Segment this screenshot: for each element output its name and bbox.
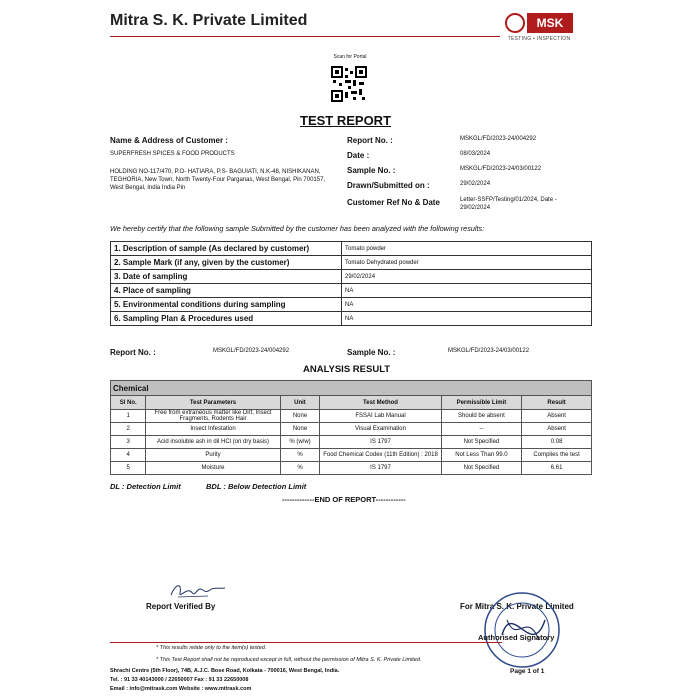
qr-code-icon[interactable] [331, 66, 367, 102]
report-title: TEST REPORT [300, 113, 392, 128]
results-cell: 1 [111, 410, 146, 423]
sample-info-key: 6. Sampling Plan & Procedures used [111, 312, 342, 326]
authorised-signatory: Authorised Signatory [478, 633, 555, 642]
results-cell: None [280, 423, 320, 436]
sample-info-value: NA [342, 312, 592, 326]
sample-info-row [111, 298, 592, 312]
results-section-label: Chemical [111, 381, 592, 396]
results-header-cell: Sl No. [111, 396, 146, 410]
footer-phones: Tel. : 91 33 40143000 / 22650007 Fax : 91 33 22650008 [110, 677, 249, 683]
note-1: * This results relate only to the item(s) tested. [156, 645, 267, 651]
results-header-cell: Test Parameters [146, 396, 280, 410]
sample-info-key: 4. Place of sampling [111, 284, 342, 298]
results-cell: None [280, 410, 320, 423]
results-cell: 0.08 [522, 436, 592, 449]
logo-text: MSK [527, 13, 573, 33]
results-cell: 4 [111, 449, 146, 462]
for-company: For Mitra S. K. Private Limited [460, 602, 574, 611]
results-header-cell: Unit [280, 396, 320, 410]
table-row [111, 436, 592, 449]
results-cell: FSSAI Lab Manual [320, 410, 441, 423]
results-cell: Absent [522, 410, 592, 423]
sample-info-value: Tomato Dehydrated powder [342, 256, 592, 270]
results-cell: % [280, 462, 320, 475]
date-value: 08/03/2024 [460, 151, 491, 157]
ref-report-value: MSKGL/FD/2023-24/004292 [213, 348, 290, 354]
msk-logo [503, 12, 575, 46]
report-no-value: MSKGL/FD/2023-24/004292 [460, 136, 537, 142]
customer-heading: Name & Address of Customer : [110, 136, 228, 145]
ref-sample-label: Sample No. : [347, 348, 396, 357]
results-cell: % (w/w) [280, 436, 320, 449]
results-header-row [111, 396, 592, 410]
results-cell: Acid insoluble ash in dil HCl (on dry basis) [146, 436, 280, 449]
table-row [111, 423, 592, 436]
results-cell: Not Less Than 99.0 [441, 449, 522, 462]
sample-info-key: 2. Sample Mark (if any, given by the customer) [111, 256, 342, 270]
verifier-signature-icon [168, 581, 228, 601]
results-header-cell: Result [522, 396, 592, 410]
sample-info-key: 5. Environmental conditions during sampling [111, 298, 342, 312]
results-cell: 3 [111, 436, 146, 449]
company-name: Mitra S. K. Private Limited [110, 12, 308, 29]
sample-info-key: 1. Description of sample (As declared by customer) [111, 242, 342, 256]
qr-caption: Scan for Portal [333, 54, 367, 60]
sample-info-row [111, 312, 592, 326]
results-header-cell: Test Method [320, 396, 441, 410]
drawn-value: 29/02/2024 [460, 181, 491, 187]
table-row [111, 410, 592, 423]
sample-info-row [111, 284, 592, 298]
sample-info-row [111, 242, 592, 256]
results-cell: -- [441, 423, 522, 436]
results-cell: Should be absent [441, 410, 522, 423]
legend-bdl: BDL : Below Detection Limit [206, 482, 307, 491]
sample-no-value: MSKGL/FD/2023-24/03/00122 [460, 166, 542, 172]
drawn-label: Drawn/Submitted on : [347, 181, 430, 190]
results-cell: Free from extraneous matter like Dirt, Insect Fragments, Rodents Hair [146, 410, 280, 423]
results-cell: Absent [522, 423, 592, 436]
table-row [111, 462, 592, 475]
results-cell: IS 1797 [320, 462, 441, 475]
sample-info-value: NA [342, 298, 592, 312]
footer-address: Shrachi Centre (5th Floor), 74B, A.J.C. Bose Road, Kolkata - 700016, West Bengal, India. [110, 668, 340, 674]
analysis-title: ANALYSIS RESULT [303, 364, 391, 375]
report-no-label: Report No. : [347, 136, 393, 145]
results-cell: 5 [111, 462, 146, 475]
page-number: Page 1 of 1 [510, 668, 545, 675]
results-cell: Food Chemical Codex (11th Edition) : 2018 [320, 449, 441, 462]
sample-info-row [111, 256, 592, 270]
results-cell: Purity [146, 449, 280, 462]
results-section-row [111, 381, 592, 396]
header-rule [110, 36, 500, 37]
sample-info-row [111, 270, 592, 284]
date-label: Date : [347, 151, 370, 160]
results-header-cell: Permissible Limit [441, 396, 522, 410]
logo-tagline: TESTING • INSPECTION [507, 36, 571, 42]
results-cell: Complies the test [522, 449, 592, 462]
table-row [111, 449, 592, 462]
results-cell: 6.61 [522, 462, 592, 475]
ref-sample-value: MSKGL/FD/2023-24/03/00122 [448, 348, 530, 354]
end-of-report: -------------END OF REPORT------------ [282, 495, 406, 504]
customer-name: SUPERFRESH SPICES & FOOD PRODUCTS [110, 151, 235, 157]
results-cell: IS 1797 [320, 436, 441, 449]
company-stamp-icon [477, 590, 567, 670]
results-cell: Visual Examination [320, 423, 441, 436]
sample-info-value: NA [342, 284, 592, 298]
sample-info-key: 3. Date of sampling [111, 270, 342, 284]
logo-emblem-icon [505, 13, 525, 33]
ref-report-label: Report No. : [110, 348, 156, 357]
sample-info-table [110, 241, 592, 326]
results-cell: Not Specified [441, 436, 522, 449]
note-2: * This Test Report shall not be reproduced except in full, without the permission of Mitra S. K. Private Limited. [156, 657, 422, 663]
sample-no-label: Sample No. : [347, 166, 396, 175]
certify-text: We hereby certify that the following sample Submitted by the customer has been analyzed with the following results: [110, 224, 485, 233]
legend-dl: DL : Detection Limit [110, 482, 181, 491]
results-cell: Moisture [146, 462, 280, 475]
results-cell: Not Specified [441, 462, 522, 475]
report-verified-by: Report Verified By [146, 602, 216, 611]
results-cell: % [280, 449, 320, 462]
results-cell: Insect Infestation [146, 423, 280, 436]
customer-address: HOLDING NO-117/470, P.O- HATIARA, P.S- BAGUIATI, N.K-48, NISHIKANAN, TEGHORIA, New Town, North Twenty-Four Parganas, West Bengal, Pin 700157, West Bengal, India India Pin [110, 169, 326, 191]
results-cell: 2 [111, 423, 146, 436]
sample-info-value: Tomato powder [342, 242, 592, 256]
sample-info-value: 29/02/2024 [342, 270, 592, 284]
results-table [110, 380, 592, 475]
customer-ref-label: Customer Ref No & Date [347, 198, 440, 207]
footer-rule [110, 642, 502, 643]
footer-web: Email : info@mitrask.com Website : www.mitrask.com [110, 686, 252, 692]
customer-ref-value: Letter-SSFP/Testing/01/2024, Date - 29/02/2024 [460, 197, 557, 211]
